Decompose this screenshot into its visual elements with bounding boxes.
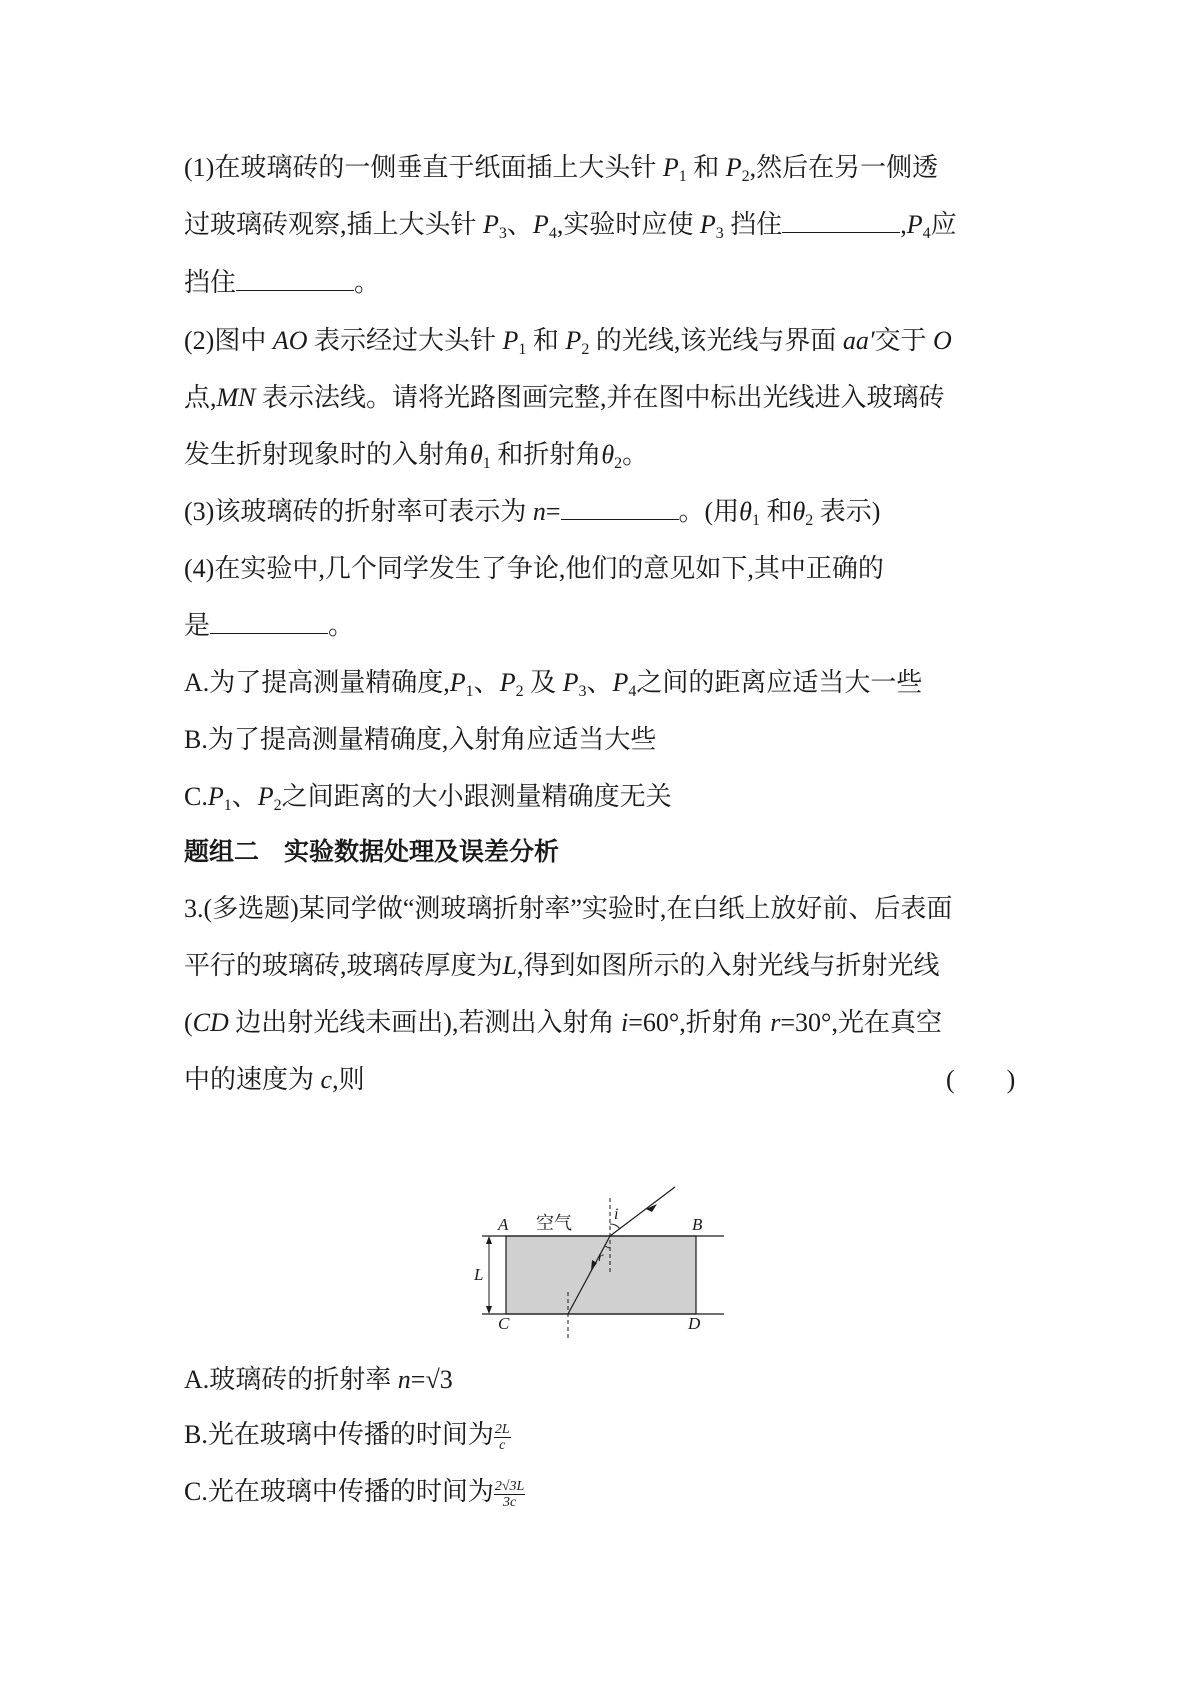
- text: 和: [532, 326, 559, 355]
- text: 表示法线。请将光路图画完整,并在图中标出光线进入玻璃砖: [262, 383, 945, 412]
- sym-p: P: [502, 326, 519, 355]
- sub: 4: [548, 225, 557, 242]
- sym-cd: CD: [192, 1008, 229, 1037]
- sub: 1: [678, 168, 687, 185]
- text: (4)在实验中,几个同学发生了争论,他们的意见如下,其中正确的: [184, 554, 884, 583]
- q2-part1-line1: [184, 152, 938, 184]
- sym-ao: AO: [272, 326, 308, 355]
- sym-theta: θ: [470, 440, 483, 469]
- text: 表示): [819, 497, 881, 526]
- q3-line1: [184, 893, 952, 925]
- sub: 2: [805, 512, 814, 529]
- sym-p: P: [207, 782, 224, 811]
- sub: 3: [578, 683, 587, 700]
- label-a: A: [498, 1215, 509, 1234]
- sub: 2: [515, 683, 524, 700]
- sym-p: P: [257, 782, 274, 811]
- q2-option-a: [184, 667, 922, 699]
- q3-option-a: [184, 1364, 453, 1396]
- text: B.光在玻璃中传播的时间为: [184, 1420, 494, 1449]
- q2-part2-line3: [184, 439, 648, 471]
- text: C.光在玻璃中传播的时间为: [184, 1477, 494, 1506]
- text: 之间距离的大小跟测量精确度无关: [281, 782, 672, 811]
- label-c: C: [498, 1314, 510, 1333]
- sub: 1: [465, 683, 474, 700]
- section-heading: 题组二 实验数据处理及误差分析: [184, 837, 560, 866]
- q2-part1-line2: [184, 209, 957, 241]
- sym-p: P: [699, 210, 716, 239]
- text: 。(用: [678, 497, 740, 526]
- text: 中的速度为: [184, 1065, 315, 1094]
- text: 、: [473, 668, 500, 697]
- text: A.玻璃砖的折射率: [184, 1365, 392, 1394]
- q3-line3: [184, 1007, 942, 1039]
- q2-part4-line1: [184, 553, 884, 585]
- angle-i-arc: [610, 1224, 620, 1229]
- q3-line4: [184, 1064, 365, 1096]
- text: 3.(多选题)某同学做“测玻璃折射率”实验时,在白纸上放好前、后表面: [184, 894, 953, 923]
- text: A.为了提高测量精确度,: [184, 668, 450, 697]
- sym-p: P: [532, 210, 549, 239]
- sym-o: O: [933, 326, 952, 355]
- text: (2)图中: [184, 326, 267, 355]
- text: 平行的玻璃砖,玻璃砖厚度为: [184, 951, 503, 980]
- q2-part3: [184, 496, 880, 528]
- text: 和: [693, 153, 720, 182]
- text: B.为了提高测量精确度,入射角应适当大些: [184, 725, 657, 754]
- q2-option-c: [184, 781, 672, 813]
- text: 及: [530, 668, 557, 697]
- label-i: i: [614, 1206, 619, 1223]
- label-d: D: [688, 1314, 701, 1333]
- text: 之间的距离应适当大一些: [636, 668, 923, 697]
- text: 过玻璃砖观察,插上大头针: [184, 210, 477, 239]
- sym-p: P: [662, 153, 679, 182]
- text: 交于: [874, 326, 927, 355]
- text: 。: [622, 440, 649, 469]
- sym-theta: θ: [601, 440, 615, 469]
- text: ,则: [332, 1065, 365, 1094]
- text: (: [184, 1008, 193, 1037]
- arrow-head-up: [486, 1236, 492, 1244]
- sub: 1: [518, 341, 527, 358]
- sym-p: P: [483, 210, 499, 239]
- sym-r: r: [770, 1008, 781, 1037]
- answer-parentheses[interactable]: ( ): [946, 1065, 1016, 1094]
- text: (3)该玻璃砖的折射率可表示为: [184, 497, 527, 526]
- answer-blank[interactable]: [561, 497, 679, 520]
- fraction-2l-over-c: [494, 1422, 511, 1453]
- text: 发生折射现象时的入射角: [184, 440, 471, 469]
- q2-part1-line3: [184, 267, 380, 299]
- sub: 2: [741, 168, 750, 185]
- text: 是: [184, 611, 211, 640]
- text: ,: [900, 210, 907, 239]
- sym-aa: aa′: [842, 326, 875, 355]
- label-air: 空气: [536, 1213, 572, 1234]
- text: =60°,折射角: [628, 1008, 764, 1037]
- text: =30°,光在真空: [780, 1008, 942, 1037]
- answer-blank[interactable]: [210, 611, 328, 634]
- text: C.: [184, 782, 208, 811]
- text: =: [545, 497, 561, 526]
- text: 和: [766, 497, 793, 526]
- sub: 2: [273, 797, 282, 814]
- sub: 1: [751, 512, 760, 529]
- fraction-2root3l-over-3c: [494, 1479, 525, 1510]
- sub: 2: [581, 341, 590, 358]
- q2-option-b: [184, 724, 656, 756]
- frac-den: 3c: [502, 1494, 517, 1510]
- text: 。: [354, 268, 381, 297]
- sym-p: P: [725, 153, 742, 182]
- sym-p: P: [565, 326, 582, 355]
- sub: 4: [922, 225, 931, 242]
- q3-line2: [184, 950, 940, 982]
- sym-p: P: [562, 668, 579, 697]
- sym-p: P: [906, 210, 923, 239]
- sub: 3: [498, 225, 507, 242]
- sym-c: c: [320, 1065, 333, 1094]
- text: 、: [586, 668, 613, 697]
- text: ,然后在另一侧透: [749, 153, 939, 182]
- sym-n: n: [532, 497, 546, 526]
- sub: 1: [223, 797, 232, 814]
- text: 表示经过大头针: [314, 326, 497, 355]
- text: 应: [930, 210, 957, 239]
- q3-option-b: [184, 1419, 511, 1453]
- sym-i: i: [620, 1008, 629, 1037]
- text: ,实验时应使: [556, 210, 694, 239]
- text: 、: [506, 210, 533, 239]
- sub: 4: [628, 683, 637, 700]
- sym-mn: MN: [216, 383, 256, 412]
- refraction-figure: [470, 1176, 730, 1346]
- sym-p: P: [612, 668, 629, 697]
- q3-option-c: [184, 1476, 525, 1510]
- text: 。: [328, 611, 355, 640]
- q2-part2-line2: [184, 382, 945, 414]
- text: =√3: [410, 1365, 453, 1394]
- sym-n: n: [397, 1365, 411, 1394]
- frac-num: 2√3L: [494, 1478, 525, 1494]
- q2-part2-line1: [184, 325, 952, 357]
- text: 、: [231, 782, 258, 811]
- sym-p: P: [449, 668, 466, 697]
- text: 挡住: [730, 210, 783, 239]
- label-l: L: [474, 1265, 484, 1284]
- text: 和折射角: [497, 440, 602, 469]
- sub: 2: [614, 455, 623, 472]
- text: 的光线,该光线与界面: [595, 326, 837, 355]
- sym-theta: θ: [792, 497, 806, 526]
- sym-l: L: [502, 951, 517, 980]
- answer-blank[interactable]: [782, 210, 900, 233]
- glass-brick: [506, 1236, 696, 1314]
- frac-den: c: [499, 1437, 506, 1453]
- sub: 1: [482, 455, 491, 472]
- sym-theta: θ: [739, 497, 752, 526]
- label-b: B: [692, 1215, 703, 1234]
- text: 挡住: [184, 268, 237, 297]
- text: 边出射光线未画出),若测出入射角: [235, 1008, 615, 1037]
- text: (1)在玻璃砖的一侧垂直于纸面插上大头针: [184, 153, 657, 182]
- sym-p: P: [499, 668, 516, 697]
- q2-part4-line2: [184, 610, 354, 642]
- arrow-head-down: [486, 1306, 492, 1314]
- text: 点,: [184, 383, 217, 412]
- text: ,得到如图所示的入射光线与折射光线: [516, 951, 940, 980]
- label-r: r: [598, 1250, 604, 1265]
- frac-num: 2L: [494, 1421, 510, 1437]
- sub: 3: [715, 225, 724, 242]
- answer-blank[interactable]: [236, 268, 354, 291]
